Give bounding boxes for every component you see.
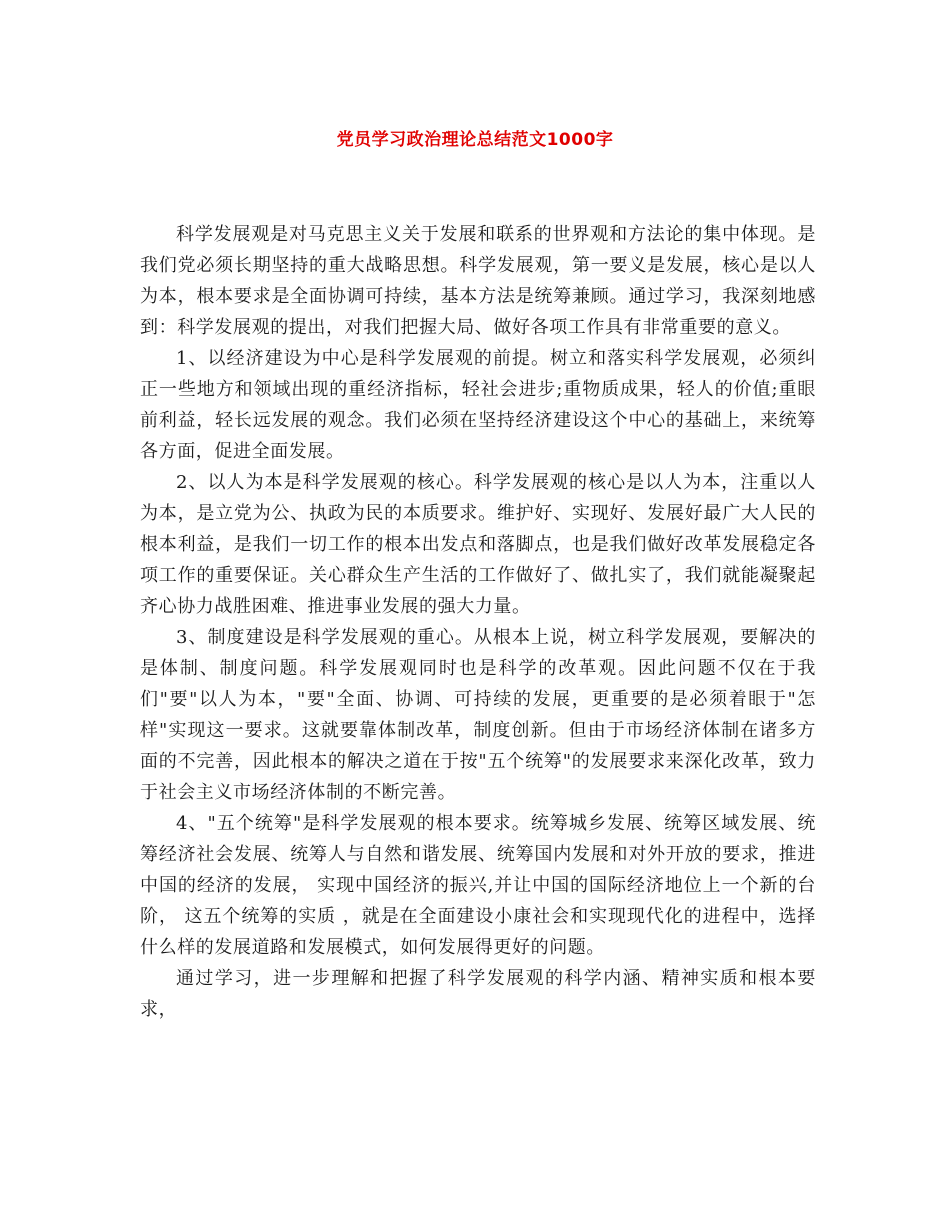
paragraph-conclusion: 通过学习，进一步理解和把握了科学发展观的科学内涵、精神实质和根本要求， — [140, 968, 816, 1020]
paragraph-intro: 科学发展观是对马克思主义关于发展和联系的世界观和方法论的集中体现。是我们党必须长期坚持的重大战略思想。科学发展观，第一要义是发展，核心是以人为本，根本要求是全面协调可持续，基本方法是统筹兼顾。通过学习，我深刻地感到：科学发展观的提出，对我们把握大局、做好各项工作具有非常重要的意义。 — [140, 224, 816, 338]
paragraph-point-1: 1、以经济建设为中心是科学发展观的前提。树立和落实科学发展观，必须纠正一些地方和领域出现的重经济指标，轻社会进步;重物质成果，轻人的价值;重眼前利益，轻长远发展的观念。我们必须在坚持经济建设这个中心的基础上，来统筹各方面，促进全面发展。 — [140, 348, 816, 462]
document-title: 党员学习政治理论总结范文1000字 — [336, 130, 614, 150]
paragraph-point-2: 2、以人为本是科学发展观的核心。科学发展观的核心是以人为本，注重以人为本，是立党为公、执政为民的本质要求。维护好、实现好、发展好最广大人民的根本利益，是我们一切工作的根本出发点和落脚点，也是我们做好改革发展稳定各项工作的重要保证。关心群众生产生活的工作做好了、做扎实了，我们就能凝聚起齐心协力战胜困难、推进事业发展的强大力量。 — [140, 472, 816, 617]
paragraph-point-3: 3、制度建设是科学发展观的重心。从根本上说，树立科学发展观，要解决的是体制、制度问题。科学发展观同时也是科学的改革观。因此问题不仅在于我们"要"以人为本，"要"全面、协调、可持续的发展，更重要的是必须着眼于"怎样"实现这一要求。这就要靠体制改革，制度创新。但由于市场经济体制在诸多方面的不完善，因此根本的解决之道在于按"五个统筹"的发展要求来深化改革，致力于社会主义市场经济体制的不断完善。 — [140, 627, 816, 803]
document-body — [140, 219, 816, 1025]
paragraph-point-4: 4、"五个统筹"是科学发展观的根本要求。统筹城乡发展、统筹区域发展、统筹经济社会发展、统筹人与自然和谐发展、统筹国内发展和对外开放的要求，推进中国的经济的发展， 实现中国经济的振兴,并让中国的国际经济地位上一个新的台阶， 这五个统筹的实质 ，就是在全面建设小康社会和实现现代化的进程中，选择什么样的发展道路和发展模式，如何发展得更好的问题。 — [140, 813, 816, 958]
